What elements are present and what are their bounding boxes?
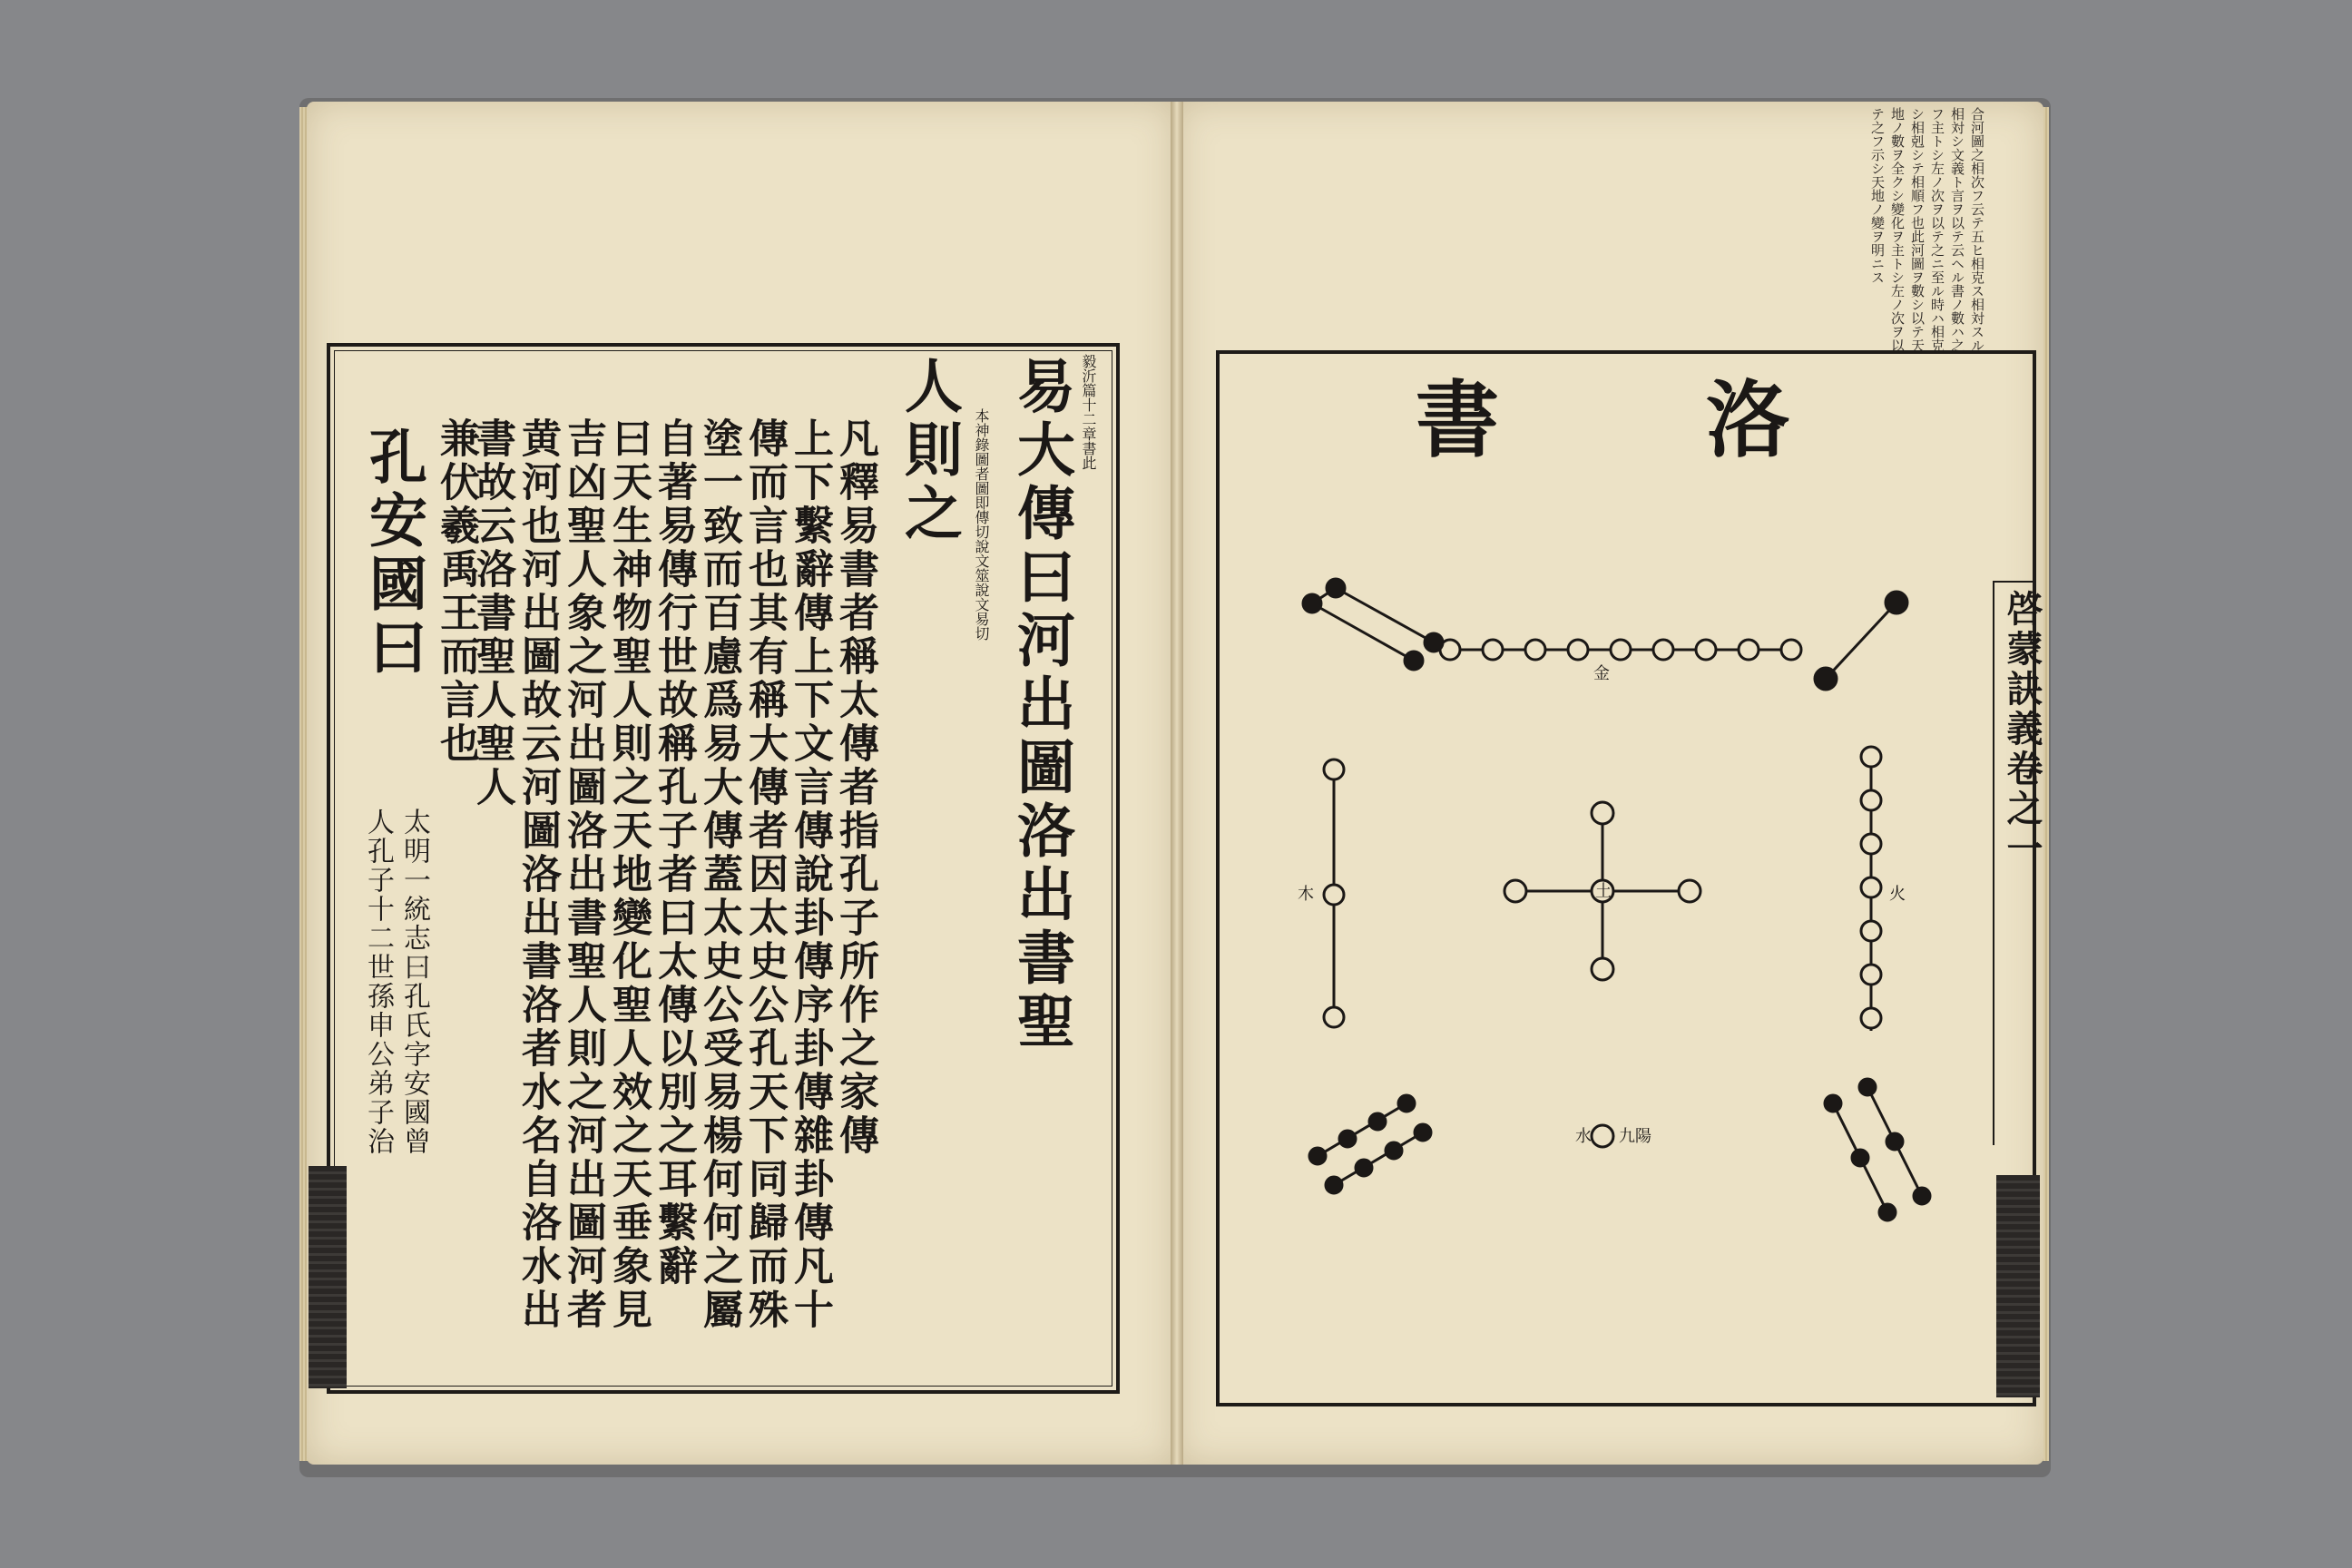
- body-column-9: 書故云洛書聖人聖人: [469, 417, 515, 809]
- left-edge-ink-strip: [309, 1166, 347, 1388]
- label-bottom: 水: [1575, 1127, 1592, 1146]
- body-column-5: 自著易傳行世故稱孔子者曰太傳以別之耳繫辭: [651, 417, 697, 1289]
- title-line-2: 人則之: [895, 356, 963, 546]
- right-seven-dots: [1861, 747, 1881, 1028]
- book-gutter: [1171, 102, 1183, 1465]
- diagram-title-luo: 洛: [1706, 371, 1790, 469]
- header-sub-note: 毅沂篇十二章書此: [1080, 354, 1097, 470]
- luoshu-diagram: [1216, 350, 2029, 1399]
- title-gloss: 本神錄圖者圖即傳切說文筮說文易切: [973, 408, 990, 641]
- body-column-3: 傳而言也其有稱大傳者因太史公孔天下同歸而殊: [741, 417, 788, 1332]
- body-column-10: 兼伏羲禹王而言也: [433, 417, 479, 766]
- label-top: 金: [1593, 664, 1610, 683]
- top-nine-dots: [1440, 640, 1801, 660]
- body-column-2: 上下繫辭傳上下文言傳說卦傳序卦傳雜卦傳凡十: [787, 417, 833, 1332]
- section-column-1: 太明一統志曰孔氏字安國曾: [398, 808, 430, 1156]
- bottom-left-eight-dots: [1309, 1095, 1431, 1193]
- section-column-2: 人孔子十二世孫申公弟子治: [362, 808, 394, 1156]
- body-column-7: 吉凶聖人象之河出圖洛出書聖人則之河出圖河者: [560, 417, 606, 1332]
- bottom-one-dot: [1592, 1125, 1613, 1147]
- bottom-right-six-dots: [1825, 1079, 1930, 1220]
- label-bottom-note: 九陽: [1619, 1127, 1651, 1146]
- side-tab-text: 啓蒙訣義卷之一: [2001, 590, 2043, 869]
- title-line-1: 易大傳曰河出圖洛出書聖: [1007, 356, 1075, 1054]
- label-right: 火: [1889, 885, 1906, 904]
- label-left: 木: [1298, 885, 1314, 904]
- body-column-6: 曰天生神物聖人則之天地變化聖人效之天垂象見: [605, 417, 652, 1332]
- diagram-title-shu: 書: [1416, 371, 1500, 469]
- top-left-four-dots: [1303, 579, 1443, 670]
- label-center: 土: [1595, 882, 1612, 901]
- body-column-8: 黄河也河出圖故云河圖洛出書洛者水名自洛水出: [514, 417, 561, 1332]
- section-heading: 孔安國曰: [359, 426, 427, 681]
- margin-notes: 合河圖之相次フ云テ五ヒ相克ス相対スル相対シ文義ト言ヲ以テ云ヘル書ノ數ハ之フ主トシ左ノ次ヲ以テ之ニ至ル時ハ相克シ相剋シテ相順フ也此河圖ヲ數シ以テ天地ノ數ヲ全クシ變化ヲ主トシ左ノ次ヲ以テ之フ示シ天地ノ變ヲ明ニス: [1869, 107, 1985, 352]
- body-column-4: 塗一致而百慮爲易大傳蓋太史公受易楊何何之屬: [696, 417, 742, 1332]
- body-column-1: 凡釋易書者稱太傳者指孔子所作之家傳: [832, 417, 878, 1158]
